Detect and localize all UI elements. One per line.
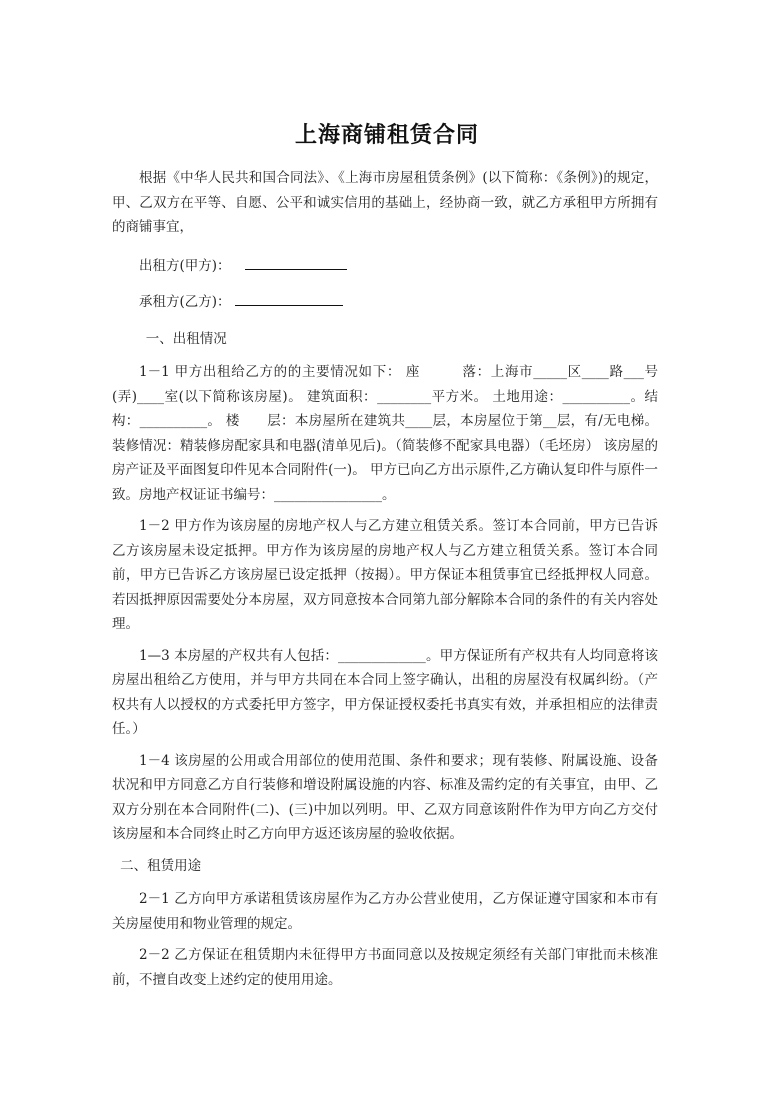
document-body xyxy=(112,166,685,999)
clause-1-1: 1－1 甲方出租给乙方的的主要情况如下： 座 落：上海市_____区____路___号(弄)____室(以下简称该房屋)。 建筑面积：________平方米。 土地用途：__________。结 构：__________。 楼 层：本房屋所在建筑共____层，本房屋位于第__层，有/无电梯。 装修情况：精装修房配家具和电器(清单见后)。（简装修不配家具电器）（毛坯房） 该房屋的房产证及平面图复印件见本合同附件(一)。 甲方已向乙方出示原件,乙方确认复印件与原件一致。房地产权证证书编号：________________。 xyxy=(112,364,685,503)
lessor-signature-blank xyxy=(245,255,347,270)
clause-2-2: 2－2 乙方保证在租赁期内未征得甲方书面同意以及按规定须经有关部门审批而未核准前，不擅自改变上述约定的使用用途。 xyxy=(112,947,658,988)
document-title: 上海商铺租赁合同 xyxy=(294,122,479,148)
section-heading-rental-purpose: 二、租赁用途 xyxy=(120,857,202,874)
lessee-line xyxy=(112,290,658,315)
lessor-line xyxy=(112,254,658,279)
clause-1-3: 1—3 本房屋的产权共有人包括：_____________。甲方保证所有产权共有人均同意将该房屋出租给乙方使用，并与甲方共同在本合同上签字确认，出租的房屋没有权属纠纷。（产权共有人以授权的方式委托甲方签字，甲方保证授权委托书真实有效，并承担相应的法律责任。） xyxy=(112,647,658,737)
clause-1-2: 1－2 甲方作为该房屋的房地产权人与乙方建立租赁关系。签订本合同前，甲方已告诉乙方该房屋未设定抵押。甲方作为该房屋的房地产权人与乙方建立租赁关系。签订本合同前，甲方已告诉乙方该房屋已设定抵押（按揭）。甲方保证本租赁事宜已经抵押权人同意。若因抵押原因需要处分本房屋，双方同意按本合同第九部分解除本合同的条件的有关内容处理。 xyxy=(112,518,658,632)
intro-paragraph: 根据《中华人民共和国合同法》、《上海市房屋租赁条例》(以下简称：《条例》)的规定，甲、乙双方在平等、自愿、公平和诚实信用的基础上，经协商一致，就乙方承租甲方所拥有的商铺事宜， xyxy=(112,170,658,235)
clause-1-4: 1－4 该房屋的公用或合用部位的使用范围、条件和要求；现有装修、附属设施、设备状况和甲方同意乙方自行装修和增设附属设施的内容、标准及需约定的有关事宜，由甲、乙双方分别在本合同附件(二)、(三)中加以列明。甲、乙双方同意该附件作为甲方向乙方交付该房屋和本合同终止时乙方向甲方返还该房屋的验收依据。 xyxy=(112,752,658,842)
section-heading-rental-situation: 一、出租情况 xyxy=(145,330,227,347)
lessor-label: 出租方(甲方)： xyxy=(139,257,231,274)
lessee-label: 承租方(乙方)： xyxy=(139,294,231,310)
lessee-signature-blank xyxy=(235,291,343,306)
clause-2-1: 2－1 乙方向甲方承诺租赁该房屋作为乙方办公营业使用，乙方保证遵守国家和本市有关房屋使用和物业管理的规定。 xyxy=(112,891,658,932)
